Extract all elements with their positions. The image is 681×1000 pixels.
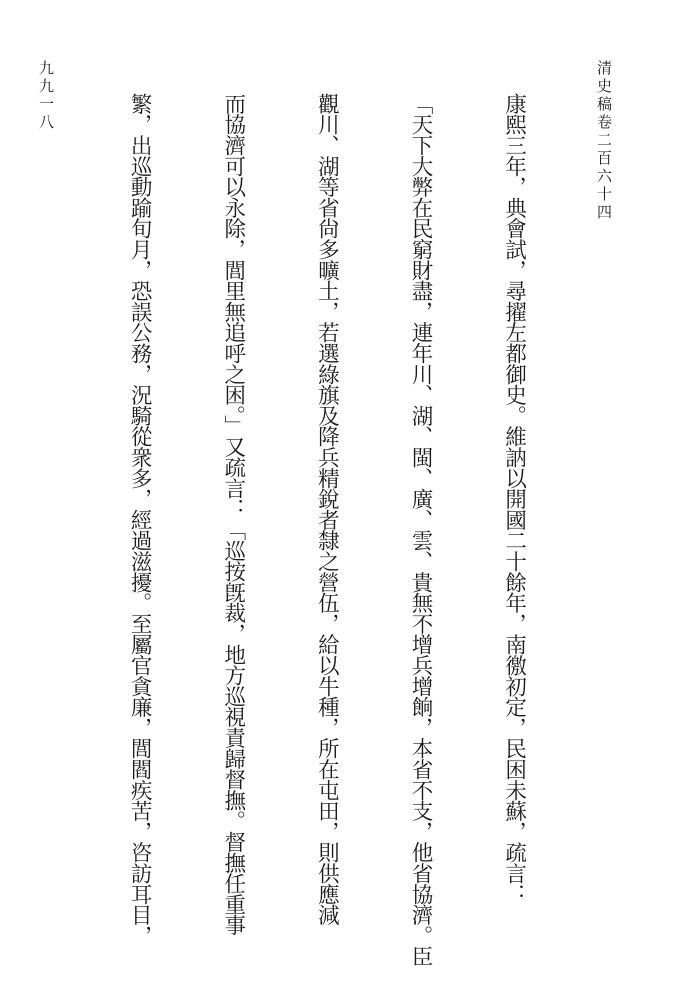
text-column: 康熙三年，典會試，尋擢左都御史。維訥以開國二十餘年，南徼初定，民困未蘇，疏言： <box>501 93 527 905</box>
text-column: 「天下大弊在民窮財盡，連年川、湖、閩、廣、雲、貴無不增兵增餉，本省不支，他省協濟。臣 <box>407 93 433 967</box>
running-header-title: 清史稿卷二百六十四 <box>595 60 613 222</box>
page-number: 九九一八 <box>37 60 55 132</box>
text-column: 繁，出巡動踰旬月，恐誤公務，況騎從衆多，經過滋擾。至屬官貪廉，閭閻疾苦，咨訪耳目， <box>127 93 153 946</box>
main-text-body <box>92 93 592 973</box>
text-column: 而協濟可以永除，閭里無追呼之困。」又疏言：「巡按旣裁，地方巡視責歸督撫。督撫任重事 <box>220 93 246 936</box>
text-column: 觀川、湖等省尙多曠土，若選綠旗及降兵精銳者隸之營伍，給以牛種，所在屯田，則供應減 <box>314 93 340 926</box>
